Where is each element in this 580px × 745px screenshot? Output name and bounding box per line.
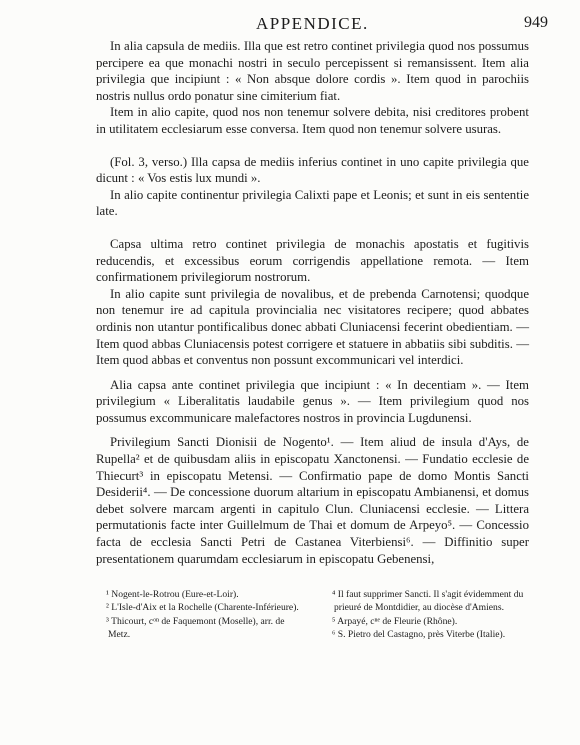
paragraph: Capsa ultima retro continet privilegia de monachis apostatis et fugitivis reducendis, et excessibus eorum corrigendis appellatione remota. — Item confirmationem privilegiorum nostrorum. [96, 236, 529, 285]
paragraph: Privilegium Sancti Dionisii de Nogento¹. — Item aliud de insula d'Ays, de Rupella² et de quibusdam aliis in episcopatu Xanctonensi. — Fundatio ecclesie de Thiecurt³ in episcopatu Metensi. — Confirmatio pape de domo Montis Sancti Desiderii⁴. — De concessione duorum altarium in episcopatu Ambianensi, et domus debet solvere marcam argenti in capitulo Clun. Cluniacensi ecclesie. — Littera permutationis facte inter Guillelmum de Thai et domum de Arpeyo⁵. — Concessio facta de ecclesia Sancti Petri de Castanea Viterbiensi⁶. — Diffinitio super presentationem quarumdam ecclesiarum in episcopatu Gebenensi, [96, 435, 529, 566]
footnotes-left-column [96, 588, 301, 642]
footnote: ⁵ Arpayé, cⁿᵉ de Fleurie (Rhône). [332, 615, 458, 627]
paragraph: In alia capsula de mediis. Illa que est retro continet privilegia quod nos possumus percipere ea que monachi nostri in seculo percepissent si remansissent. Item alia privilegia que incipiunt : « Non absque dolore cordis ». Item quod in parochiis nostris nullus ordo ponatur sine cimiterium fiat. [96, 39, 529, 103]
paragraph: (Fol. 3, verso.) Illa capsa de mediis inferius continet in uno capite privilegia que dicunt : « Vos estis lux mundi ». [96, 154, 529, 186]
main-text [96, 38, 529, 567]
footnotes-right-column [322, 588, 527, 642]
footnote: ⁶ S. Pietro del Castagno, près Viterbe (Italie). [332, 629, 506, 641]
paragraph: In alio capite sunt privilegia de novalibus, et de prebenda Carnotensi; quodque non tenemur ire ad capitula provincialia nec visitatores recipere; quod abbates ordinis non utantur pontificalibus donec abbati Cluniacensi fecerint obedientiam. — Item quod abbas Cluniacensis potest corrigere et statuere in abbatiis sibi subditis. — Item quod abbas et conventus non possunt excommunicari vel interdici. [96, 286, 529, 368]
running-header [96, 14, 550, 34]
paragraph: Item in alio capite, quod nos non tenemur solvere debita, nisi creditores probent in utilitatem ecclesiarum esse conversa. Item quod non tenemur solvere usuras. [96, 105, 529, 136]
paragraph: Alia capsa ante continet privilegia que incipiunt : « In decentiam ». — Item privilegium « Liberalitatis laudabile genus ». — Item privilegium quod nos possumus excommunicare malefactores nostros in provincia Lugdunensi. [96, 377, 529, 425]
footnote: ² L'Isle-d'Aix et la Rochelle (Charente-Inférieure). [106, 602, 299, 614]
running-title: APPENDICE. [256, 14, 369, 33]
footnote: ³ Thicourt, cᵒⁿ de Faquemont (Moselle), arr. de Metz. [106, 615, 285, 641]
page-number: 949 [524, 14, 548, 31]
footnote: ⁴ Il faut supprimer Sancti. Il s'agit évidemment du prieuré de Montdidier, au diocèse d'Amiens. [332, 589, 524, 614]
footnote: ¹ Nogent-le-Rotrou (Eure-et-Loir). [106, 589, 239, 600]
paragraph: In alio capite continentur privilegia Calixti pape et Leonis; et sunt in eis sententie late. [96, 187, 529, 219]
